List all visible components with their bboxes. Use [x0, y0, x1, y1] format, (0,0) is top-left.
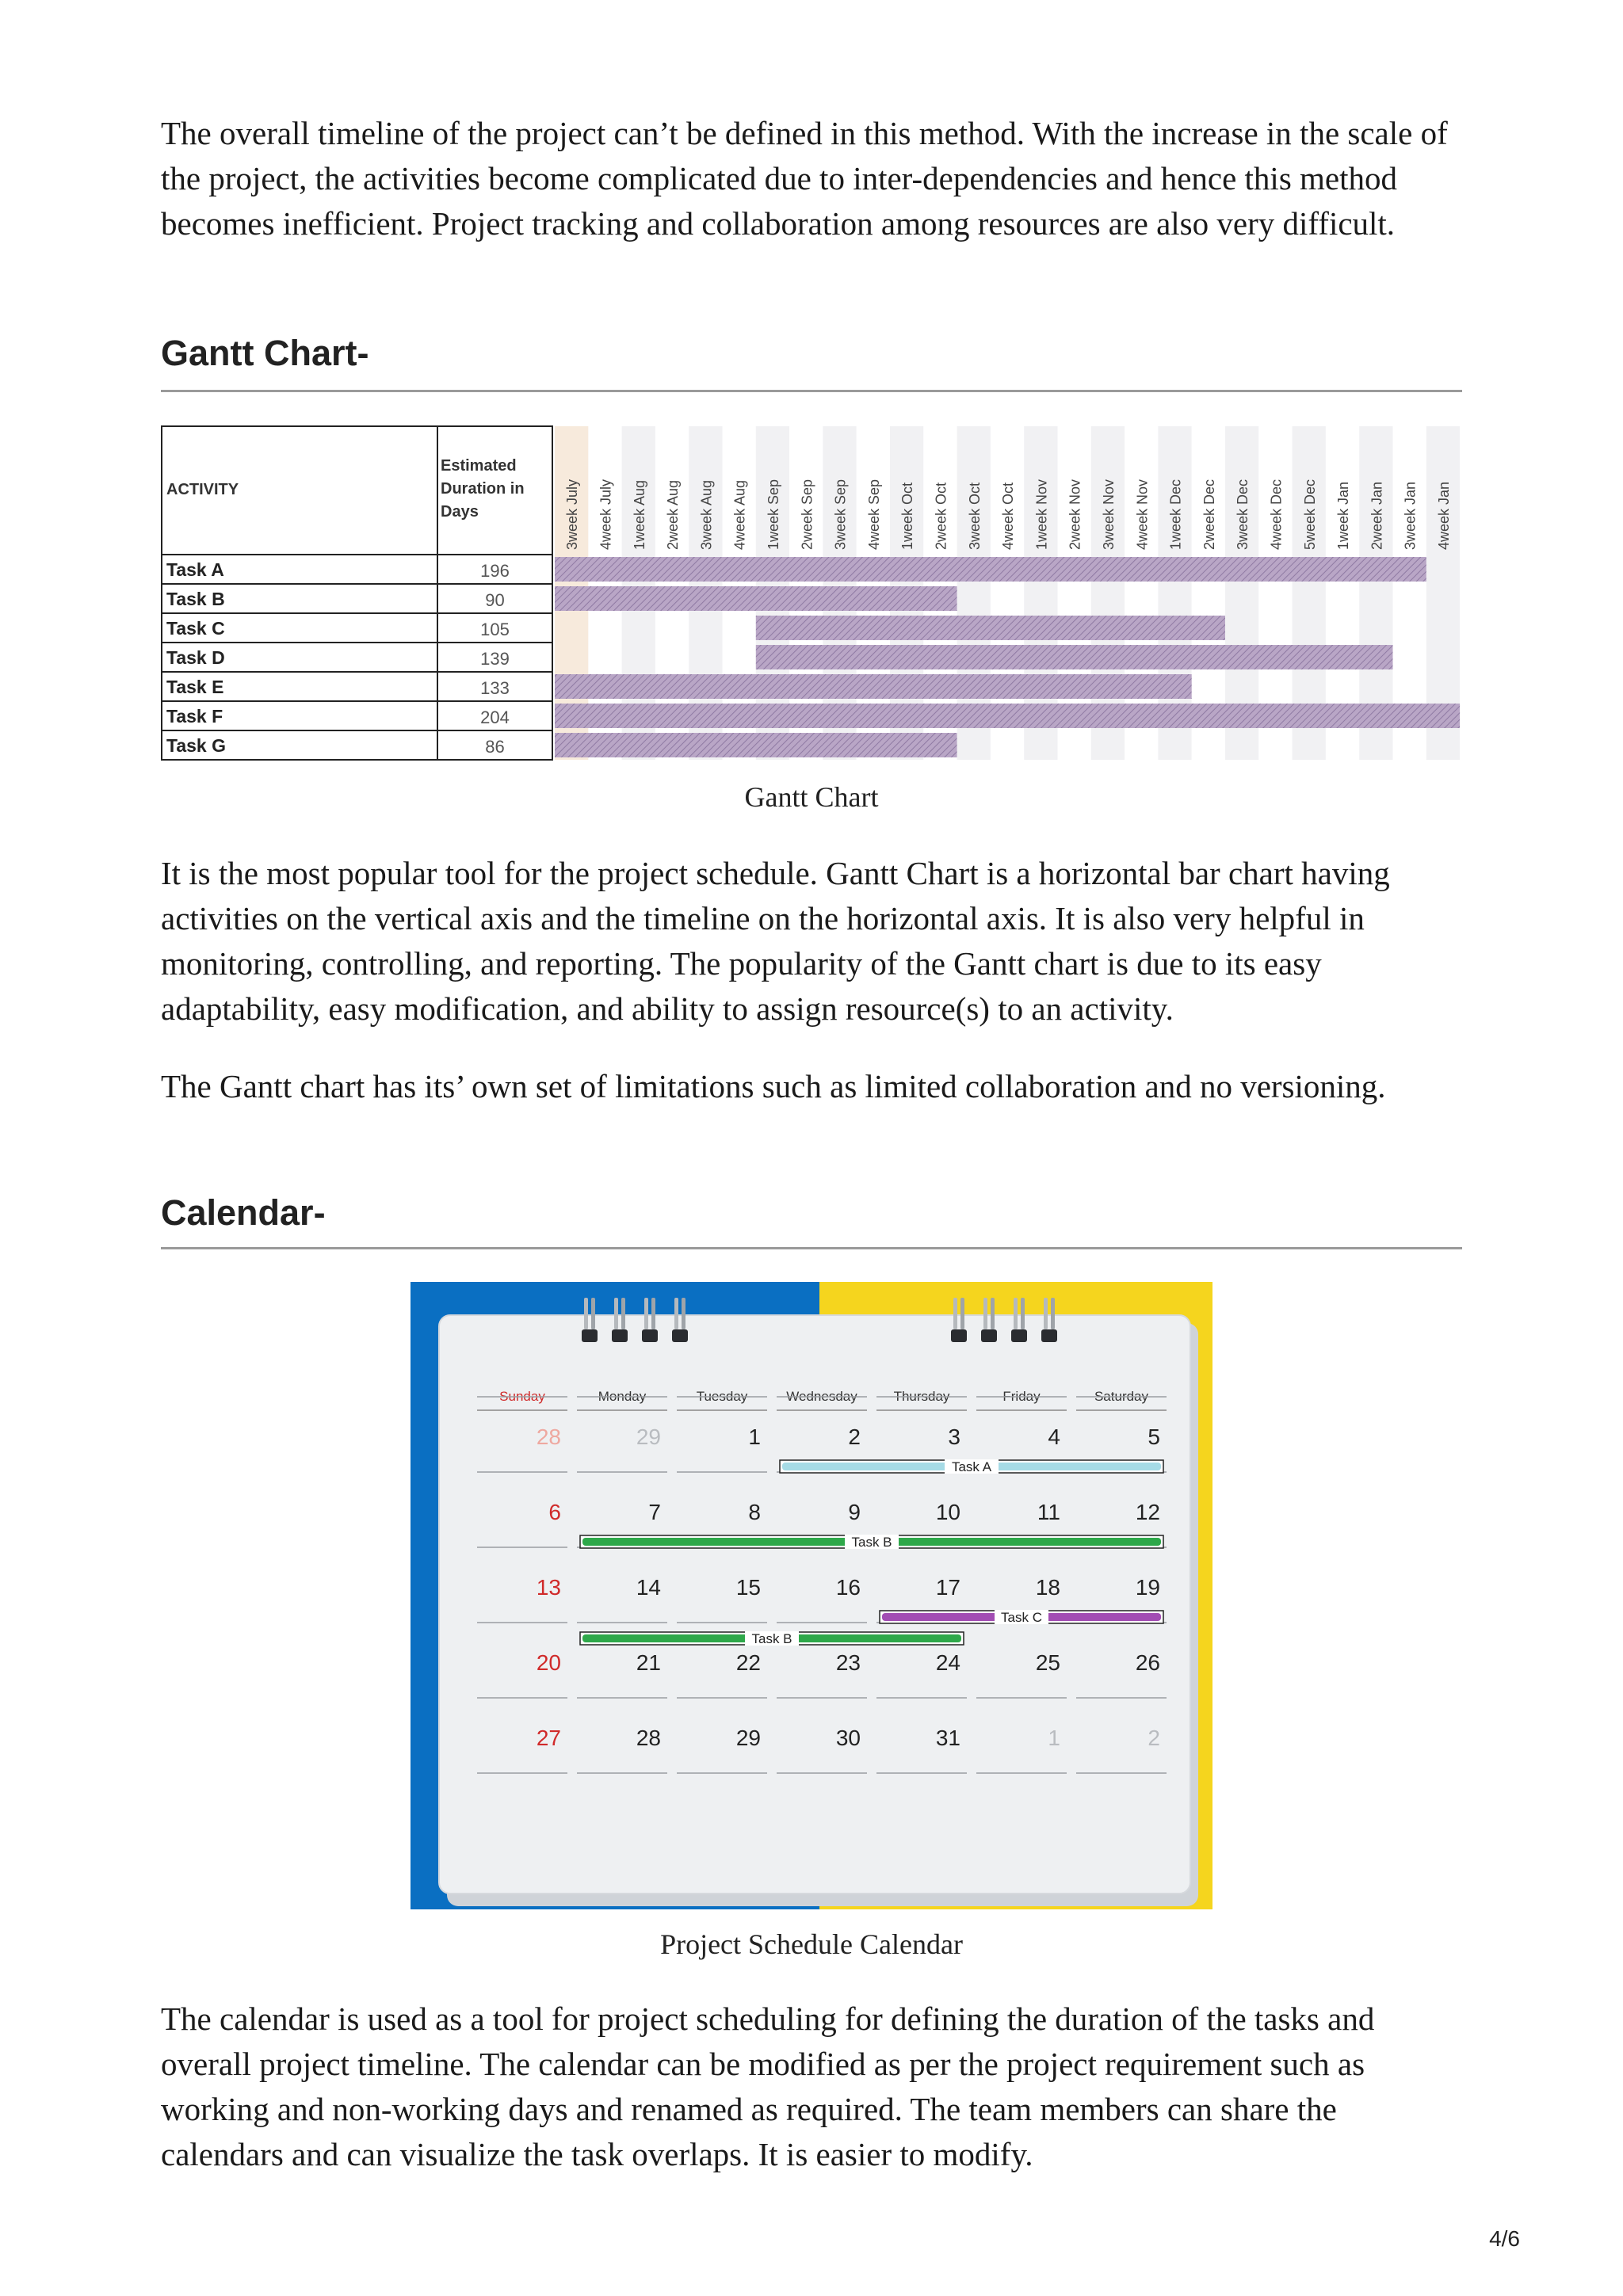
gantt-bar [555, 733, 957, 757]
calendar-day: 20 [536, 1650, 561, 1675]
week-label: 4week Oct [1000, 482, 1017, 550]
calendar-day: 12 [1135, 1500, 1160, 1524]
spiral-ring [983, 1298, 987, 1329]
calendar-day: 3 [948, 1425, 960, 1449]
week-label: 4week Jan [1435, 481, 1452, 550]
week-label: 1week Jan [1335, 481, 1352, 550]
task-name: Task F [166, 706, 223, 727]
calendar-day: 21 [636, 1650, 661, 1675]
calendar-day: 9 [848, 1500, 861, 1524]
week-label: 3week Jan [1402, 481, 1419, 550]
week-label: 1week Oct [899, 482, 916, 550]
col-duration-header: Days [441, 503, 479, 521]
spiral-ring [674, 1298, 678, 1329]
gantt-heading-rule [161, 390, 1462, 392]
task-label: Task C [1001, 1610, 1042, 1625]
week-label: 2week Dec [1201, 479, 1217, 550]
spiral-ring [1021, 1298, 1025, 1329]
gantt-chart [158, 420, 1462, 765]
task-name: Task E [166, 677, 224, 697]
gantt-bar [756, 645, 1393, 669]
task-duration: 139 [480, 649, 510, 669]
gantt-paragraph-1: It is the most popular tool for the project schedule. Gantt Chart is a horizontal bar chart having activities on the vertical axis and the timeline on the horizontal axis. It is also very helpful in monitoring, controlling, and reporting. The popularity of the Gantt chart is due to its easy adaptability, easy modification, and ability to assign resource(s) to an activity. [161, 855, 1390, 1027]
spiral-ring [1051, 1298, 1055, 1329]
week-label: 1week Sep [765, 479, 781, 550]
task-duration: 204 [480, 707, 510, 727]
gantt-caption: Gantt Chart [744, 781, 879, 813]
calendar-day: 1 [748, 1425, 761, 1449]
binding-hole [612, 1329, 628, 1342]
spiral-ring [682, 1298, 685, 1329]
binding-hole [951, 1329, 967, 1342]
task-name: Task G [166, 735, 226, 756]
gantt-bar [555, 674, 1192, 699]
intro-paragraph: The overall timeline of the project can’t be defined in this method. With the increase in the scale of the project, the activities become complicated due to inter-dependencies and hence this method becomes inefficient. Project tracking and collaboration among resources are also very difficult. [161, 115, 1448, 242]
week-label: 1week Nov [1033, 479, 1050, 550]
calendar-day: 11 [1037, 1500, 1060, 1524]
calendar-day: 8 [748, 1500, 761, 1524]
task-name: Task D [166, 647, 225, 668]
task-name: Task A [166, 559, 224, 580]
weekday-header: Monday [598, 1389, 647, 1404]
week-label: 3week Oct [966, 482, 983, 550]
gantt-heading: Gantt Chart- [161, 333, 369, 373]
calendar-image [411, 1282, 1212, 1909]
calendar-day: 17 [935, 1575, 960, 1600]
weekday-header: Wednesday [786, 1389, 857, 1404]
spiral-ring [584, 1298, 588, 1329]
week-label: 2week Sep [799, 479, 815, 550]
weekday-header: Friday [1002, 1389, 1041, 1404]
calendar-day: 23 [835, 1650, 861, 1675]
calendar-day: 2 [1148, 1726, 1160, 1750]
calendar-day: 29 [636, 1425, 661, 1449]
calendar-day: 2 [848, 1425, 861, 1449]
weekday-header: Sunday [499, 1389, 545, 1404]
calendar-day: 27 [536, 1726, 561, 1750]
week-label: 3week Aug [698, 479, 715, 550]
calendar-day: 24 [935, 1650, 960, 1675]
week-label: 2week Oct [933, 482, 949, 550]
week-label: 5week Dec [1301, 479, 1318, 550]
week-label: 4week Aug [731, 479, 748, 550]
task-name: Task B [166, 589, 225, 609]
calendar-day: 25 [1035, 1650, 1060, 1675]
week-label: 4week Sep [865, 479, 882, 550]
week-label: 1week Dec [1167, 479, 1184, 550]
col-duration-header: Estimated [441, 457, 517, 475]
calendar-day: 28 [536, 1425, 561, 1449]
calendar-day: 7 [648, 1500, 661, 1524]
week-label: 1week Aug [631, 479, 647, 550]
task-label: Task B [751, 1631, 792, 1646]
week-label: 3week Nov [1100, 479, 1117, 550]
spiral-ring [621, 1298, 625, 1329]
binding-hole [672, 1329, 688, 1342]
calendar-day: 22 [735, 1650, 761, 1675]
spiral-ring [991, 1298, 995, 1329]
weekday-header: Thursday [893, 1389, 950, 1404]
binding-hole [582, 1329, 598, 1342]
spiral-ring [614, 1298, 618, 1329]
gantt-bar [756, 616, 1225, 640]
task-label: Task B [851, 1535, 892, 1550]
calendar-day: 19 [1135, 1575, 1160, 1600]
weekday-header: Saturday [1094, 1389, 1149, 1404]
calendar-day: 14 [636, 1575, 661, 1600]
calendar-day: 30 [835, 1726, 861, 1750]
spiral-ring [953, 1298, 957, 1329]
calendar-day: 26 [1135, 1650, 1160, 1675]
calendar-day: 28 [636, 1726, 661, 1750]
spiral-ring [1044, 1298, 1048, 1329]
spiral-ring [1014, 1298, 1018, 1329]
calendar-day: 10 [935, 1500, 960, 1524]
week-label: 2week Aug [665, 479, 682, 550]
week-label: 3week Dec [1235, 479, 1251, 550]
calendar-day: 13 [536, 1575, 561, 1600]
calendar-day: 18 [1035, 1575, 1060, 1600]
calendar-day: 29 [735, 1726, 761, 1750]
calendar-heading-rule [161, 1247, 1462, 1249]
binding-hole [1011, 1329, 1027, 1342]
spiral-ring [960, 1298, 964, 1329]
task-duration: 90 [485, 590, 505, 610]
gantt-bar [555, 586, 957, 611]
calendar-caption: Project Schedule Calendar [660, 1928, 963, 1960]
week-label: 2week Nov [1067, 479, 1083, 550]
gantt-bar [555, 557, 1426, 582]
spiral-ring [651, 1298, 655, 1329]
binding-hole [981, 1329, 997, 1342]
task-duration: 133 [480, 678, 510, 698]
col-duration-header: Duration in [441, 480, 525, 498]
task-duration: 86 [485, 737, 505, 757]
task-label: Task A [951, 1459, 992, 1474]
calendar-heading: Calendar- [161, 1192, 326, 1233]
week-label: 4week Dec [1268, 479, 1285, 550]
week-label: 4week Nov [1134, 479, 1151, 550]
calendar-day: 16 [835, 1575, 861, 1600]
calendar-day: 4 [1048, 1425, 1060, 1449]
binding-hole [642, 1329, 658, 1342]
calendar-day: 5 [1148, 1425, 1160, 1449]
binding-hole [1041, 1329, 1057, 1342]
gantt-paragraph-2: The Gantt chart has its’ own set of limitations such as limited collaboration and no versioning. [161, 1068, 1386, 1104]
weekday-header: Tuesday [696, 1389, 748, 1404]
calendar-day: 31 [935, 1726, 960, 1750]
calendar-day: 6 [548, 1500, 561, 1524]
col-activity-header: ACTIVITY [166, 481, 239, 498]
calendar-day: 15 [735, 1575, 761, 1600]
spiral-ring [644, 1298, 648, 1329]
gantt-bar [555, 704, 1460, 728]
week-label: 4week July [598, 479, 614, 550]
task-duration: 105 [480, 620, 510, 639]
spiral-ring [591, 1298, 595, 1329]
week-label: 3week July [564, 479, 581, 550]
task-duration: 196 [480, 561, 510, 581]
week-label: 2week Jan [1369, 481, 1385, 550]
task-name: Task C [166, 618, 225, 639]
calendar-paragraph: The calendar is used as a tool for project scheduling for defining the duration of the tasks and overall project timeline. The calendar can be modified as per the project requirement such as working and non-working days and renamed as required. The team members can share the calendars and can visualize the task overlaps. It is easier to modify. [161, 2000, 1375, 2172]
week-label: 3week Sep [832, 479, 849, 550]
calendar-day: 1 [1048, 1726, 1060, 1750]
page-number: 4/6 [1489, 2226, 1520, 2251]
